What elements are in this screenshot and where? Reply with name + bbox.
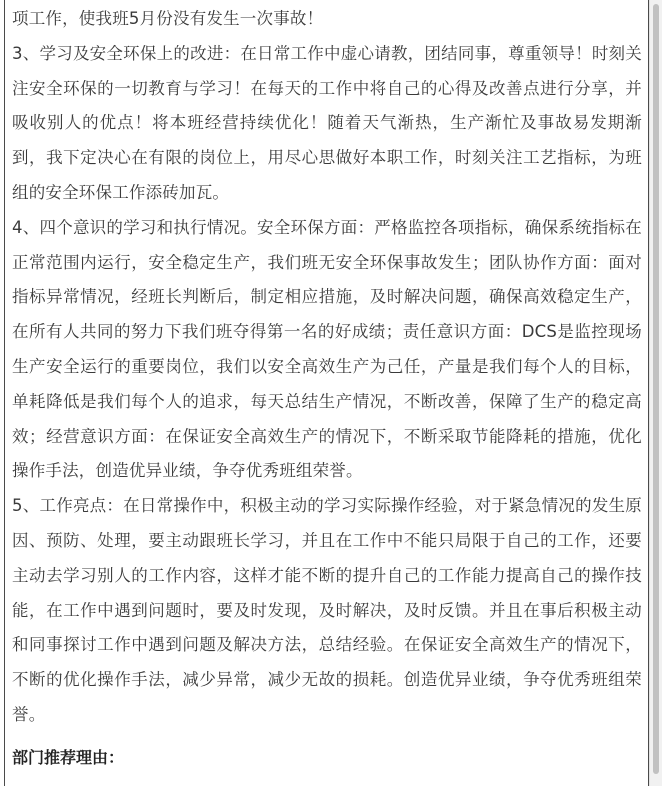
scrollbar-thumb[interactable]: [653, 4, 659, 774]
vertical-scrollbar[interactable]: [649, 0, 662, 786]
section-heading-department-recommendation: 部门推荐理由：: [12, 747, 125, 767]
paragraph-four-awareness: 4、四个意识的学习和执行情况。安全环保方面：严格监控各项指标，确保系统指标在正常范围内运行，安全稳定生产，我们班无安全环保事故发生；团队协作方面：面对指标异常情况，经班长判断后，制定相应措施，及时解决问题，确保高效稳定生产，在所有人共同的努力下我们班夺得第一名的好成绩；责任意识方面：DCS是监控现场生产安全运行的重要岗位，我们以安全高效生产为己任，产量是我们每个人的目标，单耗降低是我们每个人的追求，每天总结生产情况，不断改善，保障了生产的稳定高效；经营意识方面：在保证安全高效生产的情况下，不断采取节能降耗的措施，优化操作手法，创造优异业绩，争夺优秀班组荣誉。: [12, 217, 642, 481]
paragraph-safety-improvement: 3、学习及安全环保上的改进：在日常工作中虚心请教，团结同事，尊重领导！时刻关注安全环保的一切教育与学习！在每天的工作中将自己的心得及改善点进行分享，并吸收别人的优点！将本班经营持续优化！随着天气渐热，生产渐忙及事故易发期渐到，我下定决心在有限的岗位上，用尽心思做好本职工作，时刻关注工艺指标，为班组的安全环保工作添砖加瓦。: [12, 43, 642, 202]
paragraph-work-highlights: 5、工作亮点：在日常操作中，积极主动的学习实际操作经验，对于紧急情况的发生原因、预防、处理，要主动跟班长学习，并且在工作中不能只局限于自己的工作，还要主动去学习别人的工作内容，这样才能不断的提升自己的工作能力提高自己的操作技能，在工作中遇到问题时，要及时发现，及时解决，及时反馈。并且在事后积极主动和同事探讨工作中遇到问题及解决方法，总结经验。在保证安全高效生产的情况下，不断的优化操作手法，减少异常，减少无故的损耗。创造优异业绩，争夺优秀班组荣誉。: [12, 496, 642, 724]
document-body: [12, 2, 642, 773]
paragraph-accident-summary: 项工作，使我班5月份没有发生一次事故！: [12, 9, 324, 28]
